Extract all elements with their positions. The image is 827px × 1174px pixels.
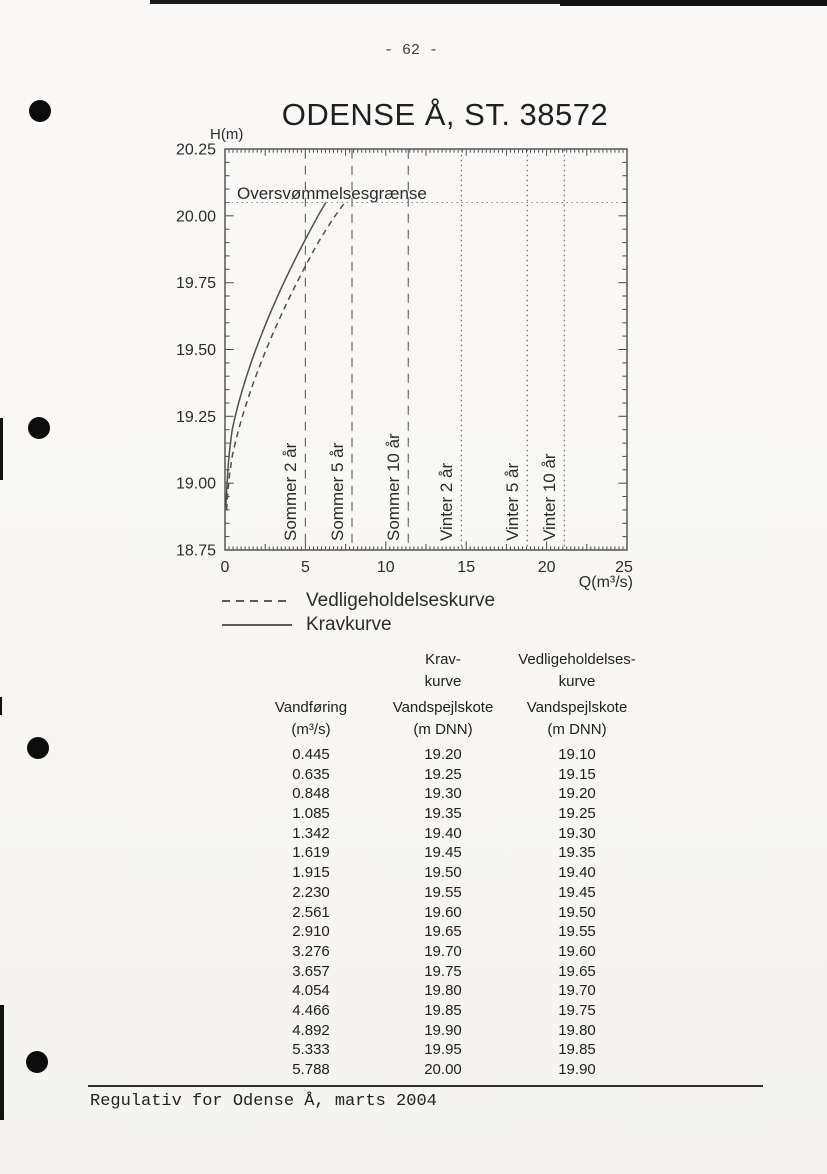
solid-line-sample	[222, 624, 292, 626]
table-cell: 19.40	[558, 864, 596, 882]
table-cell: 19.15	[558, 765, 596, 783]
svg-text:19.25: 19.25	[175, 408, 216, 426]
table-cell: 1.085	[292, 805, 330, 823]
legend-item-vedligeholdelseskurve	[222, 589, 495, 613]
legend-label: Vedligeholdelseskurve	[306, 590, 496, 611]
table-row	[230, 981, 660, 1001]
svg-text:19.75: 19.75	[175, 275, 216, 293]
table-cell: 19.55	[558, 923, 596, 941]
event-line-label: Sommer 2 år	[281, 442, 301, 541]
event-line-label: Sommer 5 år	[328, 442, 347, 541]
table-cell: 19.50	[558, 903, 596, 921]
svg-text:25: 25	[615, 559, 633, 576]
svg-text:5: 5	[300, 559, 310, 576]
svg-text:0: 0	[220, 559, 230, 576]
curve-kravkurve	[226, 203, 326, 508]
table-cell: 19.90	[424, 1021, 462, 1039]
table-cell: 5.788	[292, 1061, 330, 1078]
table-row	[230, 804, 660, 824]
table-row	[230, 765, 660, 785]
table-cell: 20.00	[424, 1061, 462, 1078]
table-cell: 19.75	[558, 1001, 596, 1019]
group-header-kravkurve: Krav- kurve	[424, 651, 462, 690]
table-row	[230, 922, 660, 942]
table-cell: 1.619	[292, 844, 330, 862]
table-row	[230, 745, 660, 765]
table-cell: 19.95	[424, 1041, 462, 1059]
table-row	[230, 1021, 660, 1041]
table-cell: 19.65	[558, 962, 596, 980]
table-cell: 19.60	[424, 903, 462, 921]
table-cell: 19.90	[558, 1061, 596, 1078]
table-cell: 0.445	[292, 746, 330, 763]
table-cell: 19.50	[424, 864, 462, 882]
table-cell: 0.635	[292, 765, 330, 783]
svg-text:20: 20	[537, 559, 556, 576]
event-line-label: Vinter 2 år	[437, 462, 457, 541]
table-cell: 19.65	[424, 923, 462, 941]
table-body	[230, 745, 660, 1080]
x-axis-label: Q(m³/s)	[578, 574, 633, 591]
chart-title: ODENSE Å, ST. 38572	[281, 97, 609, 132]
table-cell: 3.276	[292, 942, 330, 960]
table-group-header	[230, 649, 660, 693]
table-cell: 19.30	[558, 824, 596, 842]
table-cell: 19.10	[558, 746, 596, 763]
table-row	[230, 942, 660, 962]
table-cell: 4.054	[292, 982, 330, 1000]
table-row	[230, 1001, 660, 1021]
table-cell: 3.657	[292, 962, 330, 980]
svg-text:15: 15	[457, 559, 476, 576]
table-cell: 19.80	[424, 982, 462, 1000]
flood-limit-label: Oversvømmelsesgrænse	[237, 184, 427, 203]
svg-text:20.25: 20.25	[175, 141, 216, 159]
table-cell: 19.35	[558, 844, 596, 862]
dashed-line-sample	[222, 600, 292, 602]
scan-edge-left	[0, 1005, 4, 1120]
table-cell: 19.70	[558, 982, 596, 1000]
group-header-blank	[230, 649, 392, 693]
table-cell: 19.60	[558, 942, 596, 960]
event-line-label: Vinter 10 år	[540, 453, 560, 541]
col-header-vandforing: Vandføring (m³/s)	[274, 699, 348, 738]
group-header-vedligeholdelseskurve: Vedligeholdelses- kurve	[518, 651, 636, 690]
table-cell: 1.915	[292, 864, 330, 882]
svg-text:18.75: 18.75	[175, 542, 216, 560]
table-cell: 2.561	[292, 903, 330, 921]
page-number: - 62 -	[384, 42, 439, 59]
footer-rule	[88, 1085, 763, 1087]
table-row	[230, 843, 660, 863]
table-row	[230, 883, 660, 903]
hole-punch-mark	[26, 1051, 48, 1073]
footer-text: Regulativ for Odense Å, marts 2004	[90, 1092, 437, 1111]
table-cell: 4.892	[292, 1021, 330, 1039]
table-column-headers	[230, 697, 660, 741]
table-cell: 19.35	[424, 805, 462, 823]
svg-text:19.00: 19.00	[175, 475, 216, 493]
table-cell: 19.25	[558, 805, 596, 823]
table-cell: 19.55	[424, 883, 462, 901]
table-cell: 19.20	[558, 785, 596, 803]
rating-table	[230, 649, 660, 1080]
table-row	[230, 962, 660, 982]
svg-text:19.50: 19.50	[175, 342, 216, 359]
table-row	[230, 903, 660, 923]
table-cell: 4.466	[292, 1001, 330, 1019]
table-row	[230, 1060, 660, 1080]
table-row	[230, 863, 660, 883]
legend-item-kravkurve	[222, 613, 495, 637]
table-cell: 19.40	[424, 824, 462, 842]
table-row	[230, 824, 660, 844]
table-cell: 2.230	[292, 883, 330, 901]
event-line-label: Vinter 5 år	[503, 462, 523, 541]
table-cell: 19.45	[558, 883, 596, 901]
table-cell: 5.333	[292, 1041, 330, 1059]
chart-legend	[222, 589, 495, 637]
table-cell: 19.70	[424, 942, 462, 960]
table-cell: 19.85	[424, 1001, 462, 1019]
table-cell: 19.25	[424, 765, 462, 783]
table-cell: 19.30	[424, 785, 462, 803]
y-axis-label: H(m)	[210, 126, 244, 143]
table-cell: 19.85	[558, 1041, 596, 1059]
svg-text:20.00: 20.00	[175, 208, 216, 226]
col-header-krav-vandspejlskote: Vandspejlskote (m DNN)	[392, 699, 494, 738]
table-row	[230, 784, 660, 804]
hole-punch-mark	[27, 737, 49, 759]
table-cell: 19.45	[424, 844, 462, 862]
table-row	[230, 1040, 660, 1060]
svg-text:10: 10	[376, 559, 395, 576]
legend-label: Kravkurve	[306, 614, 392, 635]
event-line-label: Sommer 10 år	[384, 433, 404, 541]
col-header-vedl-vandspejlskote: Vandspejlskote (m DNN)	[526, 699, 628, 738]
table-cell: 2.910	[292, 923, 330, 941]
table-cell: 19.75	[424, 962, 462, 980]
table-cell: 19.20	[424, 746, 462, 763]
table-cell: 19.80	[558, 1021, 596, 1039]
table-cell: 1.342	[292, 824, 330, 842]
table-cell: 0.848	[292, 785, 330, 803]
